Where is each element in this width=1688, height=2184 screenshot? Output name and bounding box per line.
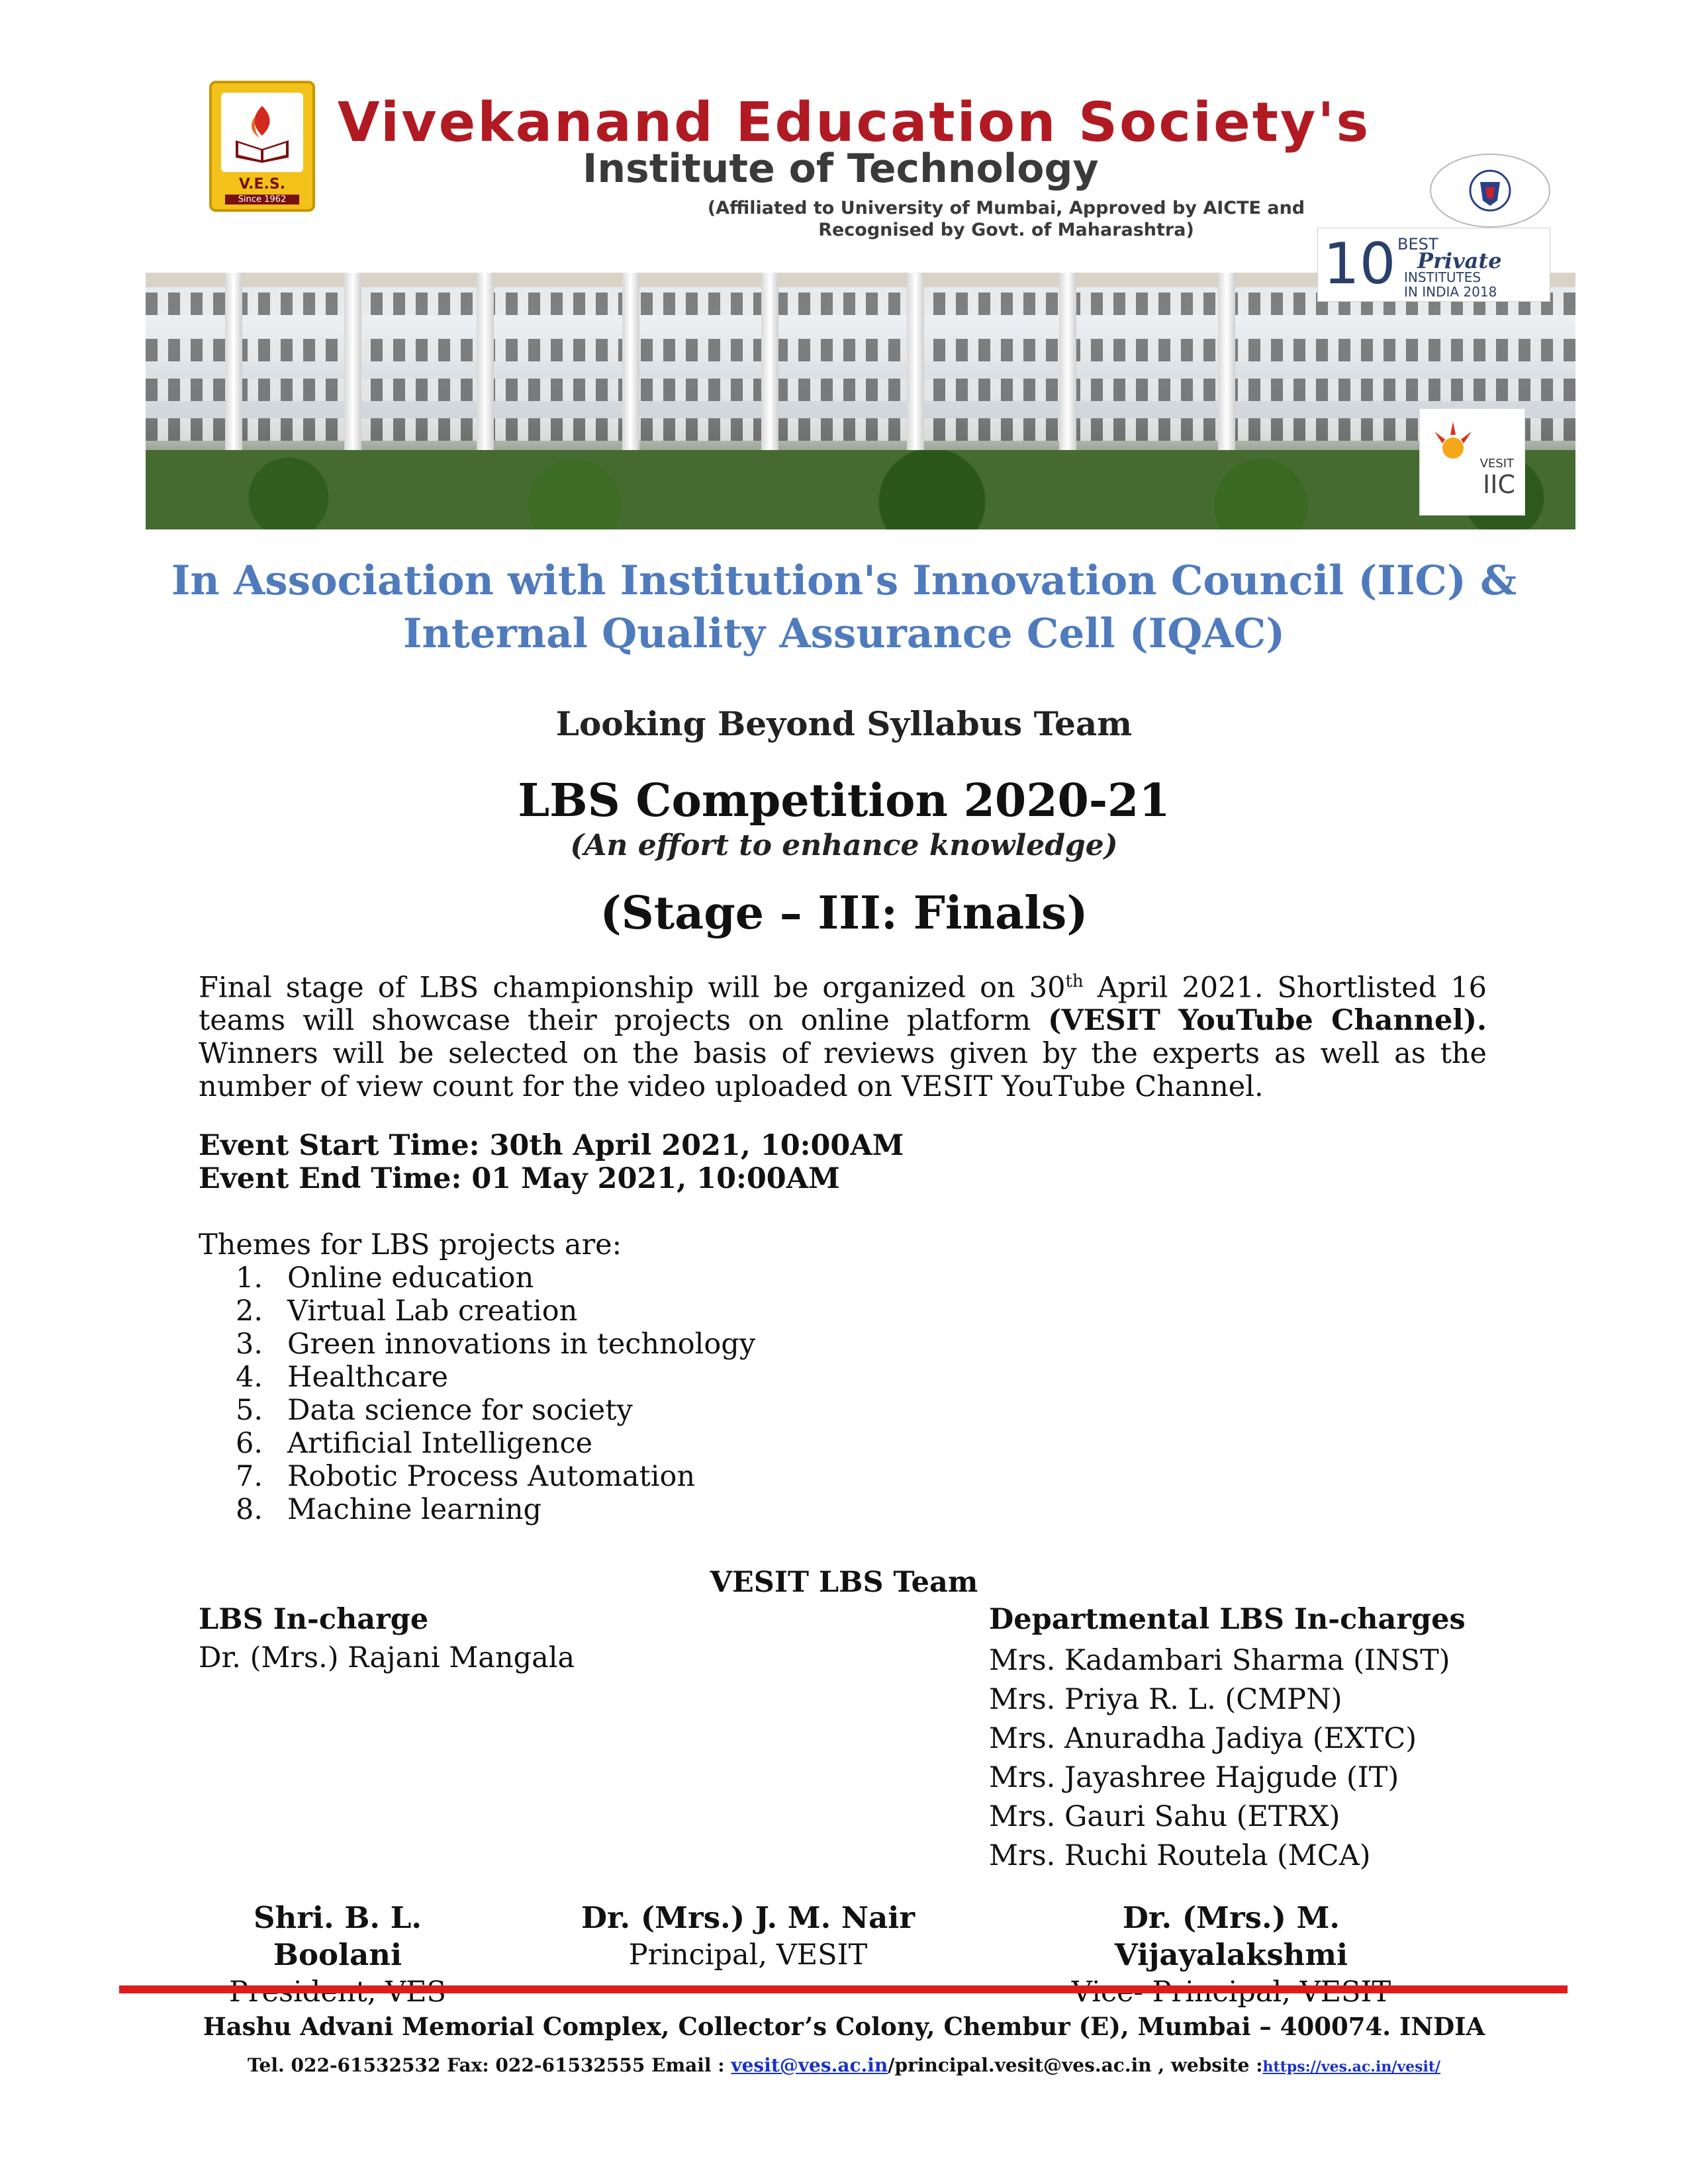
list-number: 1. bbox=[236, 1261, 263, 1295]
intro-paragraph bbox=[199, 965, 1487, 1103]
list-number: 6. bbox=[236, 1427, 263, 1460]
list-item bbox=[199, 1295, 755, 1328]
team-heading: Looking Beyond Syllabus Team bbox=[555, 704, 1133, 743]
stage-title: (Stage – III: Finals) bbox=[600, 887, 1088, 940]
ves-logo bbox=[209, 81, 315, 212]
list-item: Mrs. Kadambari Sharma (INST) bbox=[989, 1644, 1450, 1677]
list-item: Mrs. Priya R. L. (CMPN) bbox=[989, 1683, 1342, 1716]
association-line: Internal Quality Assurance Cell (IQAC) bbox=[402, 610, 1286, 657]
ranking-badge bbox=[1317, 228, 1550, 302]
list-text: Machine learning bbox=[287, 1493, 542, 1526]
association-line: In Association with Institution's Innovation Council (IIC) & bbox=[171, 557, 1517, 604]
badge-institutes: INSTITUTES bbox=[1404, 269, 1481, 285]
list-item: Mrs. Jayashree Hajgude (IT) bbox=[989, 1761, 1399, 1794]
affiliation-line: (Affiliated to University of Mumbai, Approved by AICTE and bbox=[707, 198, 1305, 218]
institute-subtitle: Institute of Technology bbox=[583, 146, 1099, 192]
intro-text: Winners will be selected on the basis of reviews given by the experts as well as the number of view count for the video uploaded on VESIT YouTube Channel. bbox=[199, 1037, 1487, 1104]
signatory-role: Principal, VESIT bbox=[628, 1938, 868, 1972]
competition-title: LBS Competition 2020-21 bbox=[518, 774, 1170, 827]
departmental-heading: Departmental LBS In-charges bbox=[989, 1603, 1466, 1636]
building-pillar bbox=[477, 273, 494, 471]
list-item: Mrs. Gauri Sahu (ETRX) bbox=[989, 1800, 1340, 1833]
contact-text: /principal.vesit@ves.ac.in , website : bbox=[888, 2054, 1263, 2076]
list-number: 5. bbox=[236, 1394, 263, 1427]
lbs-incharge-heading: LBS In-charge bbox=[199, 1603, 429, 1636]
list-number: 7. bbox=[236, 1460, 263, 1493]
vesit-team-heading: VESIT LBS Team bbox=[710, 1566, 978, 1599]
building-pillar bbox=[622, 273, 639, 471]
list-item bbox=[199, 1328, 755, 1361]
event-start-time: Event Start Time: 30th April 2021, 10:00AM bbox=[199, 1129, 904, 1162]
campus-trees bbox=[146, 450, 1575, 529]
list-item: Mrs. Anuradha Jadiya (EXTC) bbox=[989, 1722, 1417, 1755]
badge-india: IN INDIA 2018 bbox=[1404, 284, 1497, 300]
building-pillar bbox=[1218, 273, 1235, 471]
building-pillar bbox=[907, 273, 924, 471]
university-seal bbox=[1430, 154, 1550, 228]
badge-best: BEST bbox=[1397, 235, 1438, 253]
list-text: Healthcare bbox=[287, 1361, 449, 1394]
iic-label: VESIT bbox=[1479, 457, 1514, 471]
themes-label: Themes for LBS projects are: bbox=[199, 1228, 622, 1261]
list-number: 4. bbox=[236, 1361, 263, 1394]
footer-address: Hashu Advani Memorial Complex, Collector’s Colony, Chembur (E), Mumbai – 400074. INDIA bbox=[203, 2012, 1485, 2041]
badge-private: Private bbox=[1417, 248, 1502, 273]
signatory-vice-principal bbox=[1006, 1899, 1456, 2011]
list-item bbox=[199, 1261, 755, 1295]
ves-logo-text: V.E.S. bbox=[238, 176, 286, 193]
institution-name: Vivekanand Education Society's bbox=[338, 91, 1371, 154]
sun-icon bbox=[1427, 418, 1479, 465]
competition-tagline: (An effort to enhance knowledge) bbox=[570, 829, 1118, 862]
building-pillar bbox=[225, 273, 242, 471]
event-end-time: Event End Time: 01 May 2021, 10:00AM bbox=[199, 1162, 840, 1195]
list-item bbox=[199, 1427, 755, 1460]
list-item bbox=[199, 1493, 755, 1526]
list-item bbox=[199, 1361, 755, 1394]
seal-icon bbox=[1467, 167, 1513, 214]
departmental-list bbox=[989, 1641, 1450, 1876]
list-text: Artificial Intelligence bbox=[287, 1427, 593, 1460]
association-heading bbox=[0, 555, 1688, 660]
list-text: Robotic Process Automation bbox=[287, 1460, 696, 1493]
footer-divider bbox=[119, 1985, 1568, 1993]
signatory-name: Dr. (Mrs.) M. Vijayalakshmi bbox=[1114, 1900, 1348, 1972]
signatory-name: Dr. (Mrs.) J. M. Nair bbox=[581, 1900, 915, 1935]
list-number: 2. bbox=[236, 1295, 263, 1328]
signatory-president bbox=[185, 1899, 490, 2011]
building-pillar bbox=[761, 273, 778, 471]
intro-superscript: th bbox=[1065, 972, 1084, 991]
list-number: 8. bbox=[236, 1493, 263, 1526]
intro-bold-channel: (VESIT YouTube Channel). bbox=[1048, 1004, 1487, 1038]
list-text: Data science for society bbox=[287, 1394, 633, 1427]
event-times bbox=[199, 1129, 904, 1195]
flame-book-icon bbox=[229, 99, 295, 165]
vesit-iic-logo bbox=[1419, 408, 1525, 516]
building-pillar bbox=[1059, 273, 1076, 471]
signatory-principal bbox=[576, 1899, 920, 1974]
list-text: Online education bbox=[287, 1261, 534, 1295]
building-pillar bbox=[344, 273, 361, 471]
list-text: Green innovations in technology bbox=[287, 1328, 756, 1361]
contact-text: Tel. 022-61532532 Fax: 022-61532555 Email : bbox=[247, 2054, 731, 2076]
ves-logo-since: Since 1962 bbox=[225, 195, 299, 205]
iic-text: IIC bbox=[1483, 470, 1515, 499]
list-number: 3. bbox=[236, 1328, 263, 1361]
list-item bbox=[199, 1460, 755, 1493]
affiliation-line: Recognised by Govt. of Maharashtra) bbox=[818, 220, 1194, 240]
badge-number: 10 bbox=[1323, 231, 1396, 297]
email-link[interactable]: vesit@ves.ac.in bbox=[731, 2054, 888, 2076]
intro-text: Final stage of LBS championship will be organized on 30 bbox=[199, 971, 1066, 1005]
signatory-name: Shri. B. L. Boolani bbox=[253, 1900, 422, 1972]
lbs-incharge-name: Dr. (Mrs.) Rajani Mangala bbox=[199, 1641, 575, 1674]
header-banner bbox=[146, 74, 1575, 529]
website-link[interactable]: https://ves.ac.in/vesit/ bbox=[1262, 2058, 1441, 2075]
intro-text: April 2021. Shortlisted 16 teams will showcase their projects on online platform bbox=[199, 971, 1487, 1038]
list-text: Virtual Lab creation bbox=[287, 1295, 578, 1328]
list-item bbox=[199, 1394, 755, 1427]
themes-list bbox=[199, 1261, 755, 1526]
list-item: Mrs. Ruchi Routela (MCA) bbox=[989, 1839, 1371, 1872]
footer-contact bbox=[0, 2054, 1688, 2076]
